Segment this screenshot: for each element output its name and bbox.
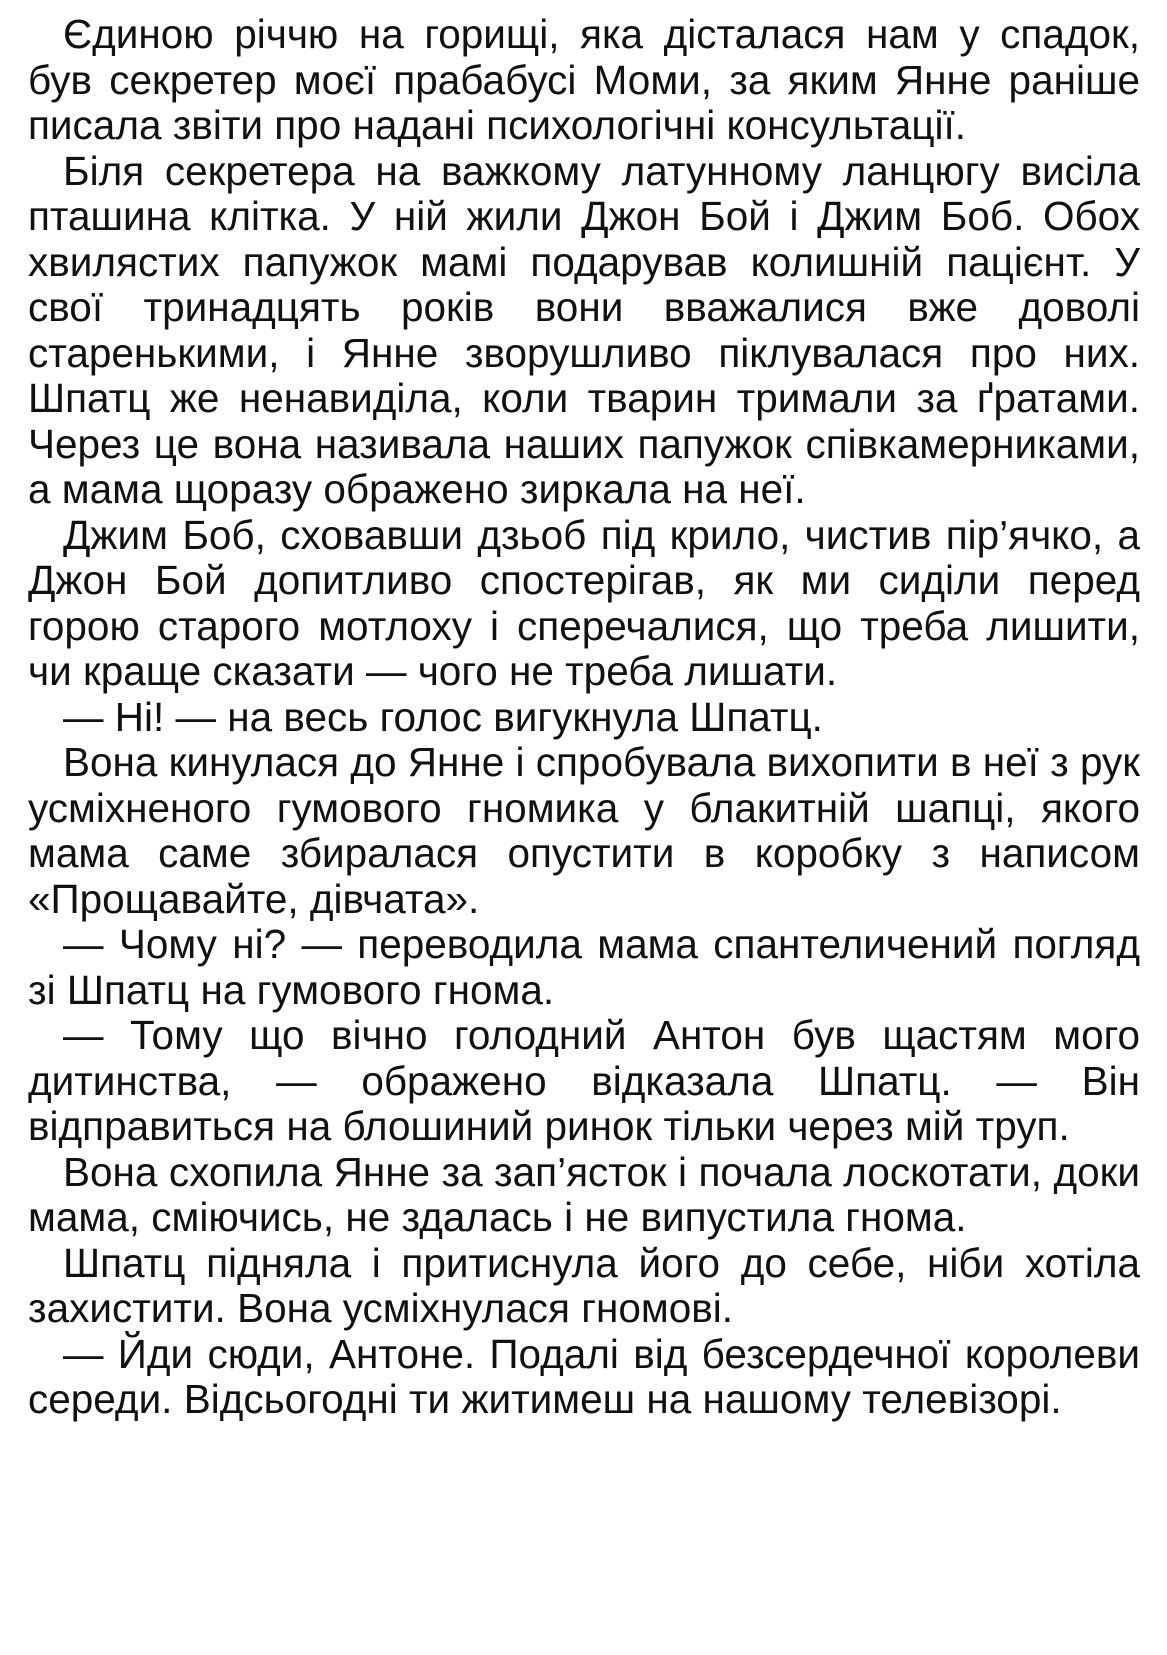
paragraph-1: Єдиною річчю на горищі, яка дісталася нам у спадок, був секретер моєї прабабусі Моми, за яким Янне раніше писала звіти про надані психологічні консультації. — [28, 11, 1140, 148]
paragraph-7: — Тому що вічно голодний Антон був щастям мого дитинства, — ображено відказала Шпатц. — Він відправиться на блошиний ринок тільки через мій труп. — [28, 1012, 1140, 1149]
paragraph-8: Вона схопила Янне за зап’ясток і почала лоскотати, доки мама, сміючись, не здалась і не випустила гнома. — [28, 1148, 1140, 1240]
paragraph-10: — Йди сюди, Антоне. Подалі від безсердечної королеви середи. Відсьогодні ти житимеш на нашому телевізорі. — [28, 1330, 1140, 1422]
paragraph-6: — Чому ні? — переводила мама спантеличений погляд зі Шпатц на гумового гнома. — [28, 921, 1140, 1013]
paragraph-5: Вона кинулася до Янне і спробувала вихопити в неї з рук усміхненого гумового гномика у блакитній шапці, якого мама саме збиралася опустити в коробку з написом «Прощавайте, дівчата». — [28, 739, 1140, 922]
paragraph-3: Джим Боб, сховавши дзьоб під крило, чистив пір’ячко, а Джон Бой допитливо спостерігав, як ми сиділи перед горою старого мотлоху і сперечалися, що треба лишити, чи краще сказати — чого не треба лишати. — [28, 511, 1140, 694]
paragraph-4: — Ні! — на весь голос вигукнула Шпатц. — [63, 693, 823, 740]
paragraph-2: Біля секретера на важкому латунному ланцюгу висіла пташина клітка. У ній жили Джон Бой і Джим Боб. Обох хвилястих папужок мамі подарував колишній пацієнт. У свої тринадцять років вони вважалися вже доволі старенькими, і Янне зворушливо піклувалася про них. Шпатц же ненавиділа, коли тварин тримали за ґратами. Через це вона називала наших папужок співкамерниками, а мама щоразу ображено зиркала на неї. — [28, 147, 1140, 512]
book-page — [28, 12, 1140, 1423]
paragraph-9: Шпатц підняла і притиснула його до себе, ніби хотіла захистити. Вона усміхнулася гномові. — [28, 1239, 1140, 1331]
